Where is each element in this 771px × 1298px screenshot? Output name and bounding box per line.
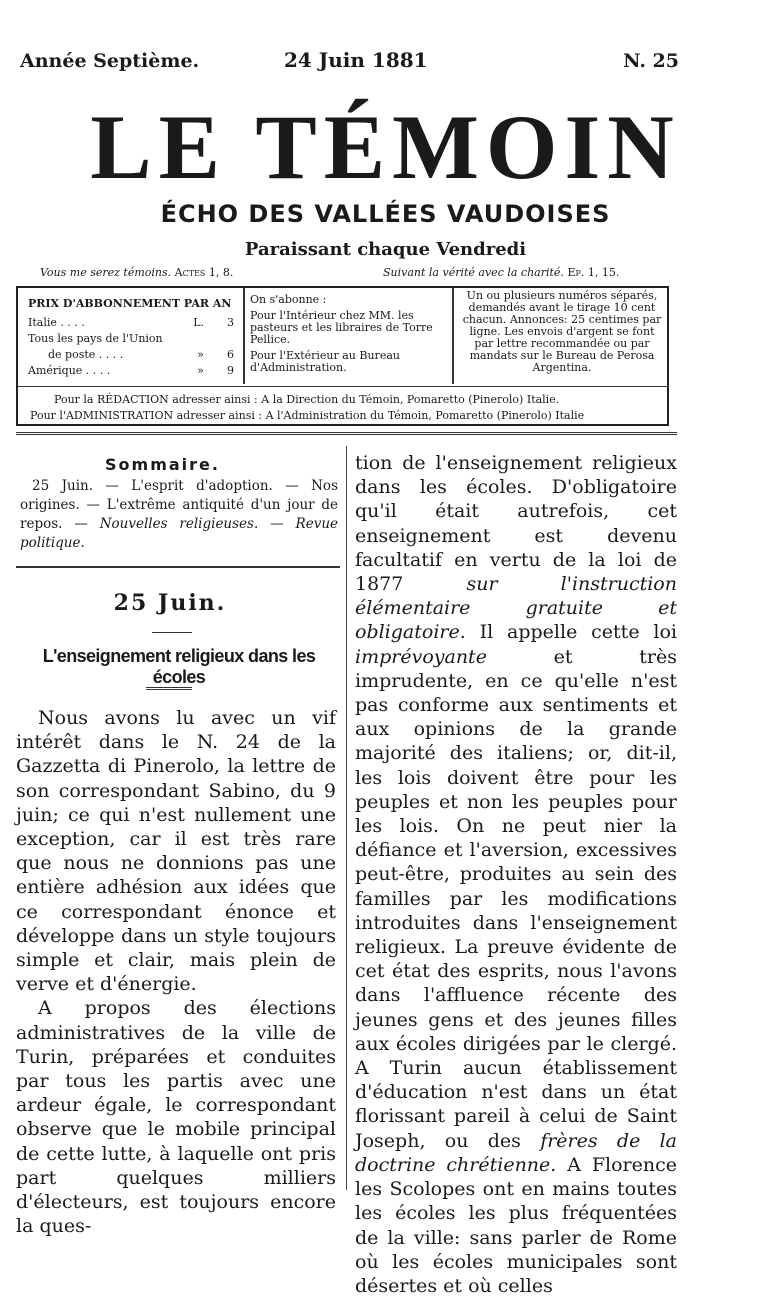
price-prefix: » <box>197 364 204 377</box>
price-label: Amérique . . . . <box>28 364 111 377</box>
advertising-info: Un ou plusieurs numéros séparés, demandés avant le tirage 10 cent chacun. Annonces: 25 centimes par ligne. Les envois d'argent se font par lettre recommandée ou par mandats sur le Bureau de Perosa Argentina. <box>462 289 662 374</box>
subscription-exterior: Pour l'Extérieur au Bureau d'Administration. <box>250 349 400 374</box>
year-label: Année Septième. <box>20 50 200 72</box>
sommaire-title: Sommaire. <box>105 455 220 474</box>
article-text: tion de l'enseignement religieux dans les écoles. D'obligatoire qu'il était autrefois, cet enseignement est devenu facultatif en vertu de la loi de 1877 <box>355 452 677 596</box>
address-administration: Pour l'ADMINISTRATION adresser ainsi : A l'Administration du Témoin, Pomaretto (Pinerolo) Italie <box>30 409 585 422</box>
box-divider-right <box>452 288 454 384</box>
motto-left <box>40 266 233 279</box>
masthead-subtitle: ÉCHO DES VALLÉES VAUDOISES <box>160 200 611 228</box>
subscription-interior: Pour l'Intérieur chez MM. les pasteurs et les libraires de Torre Pellice. <box>250 309 433 346</box>
issue-number: N. 25 <box>623 50 679 72</box>
sommaire-rule <box>16 566 340 568</box>
emphasis-text: imprévoyante <box>355 645 487 668</box>
price-label: de poste . . . . <box>48 348 124 361</box>
price-row <box>28 316 234 329</box>
motto-left-ref: Actes 1, 8. <box>174 266 234 279</box>
issue-date: 24 Juin 1881 <box>284 48 428 72</box>
decorative-rule <box>146 687 192 690</box>
periodicity: Paraissant chaque Vendredi <box>244 239 527 260</box>
price-title: PRIX D'ABBONNEMENT PAR AN <box>28 297 232 310</box>
price-prefix: » <box>197 348 204 361</box>
subscription-info <box>250 294 446 374</box>
header-rule <box>16 432 677 435</box>
price-row <box>28 332 234 345</box>
short-rule <box>152 632 192 633</box>
masthead-title: LE TÉMOIN <box>90 96 681 198</box>
price-row <box>28 364 234 377</box>
article-paragraph: A propos des élections administratives de la ville de Turin, préparées et conduites par tous les partis avec une ardeur égale, le correspondant observe que le mobile principal de cette lutte, à laquelle ont pris part quelques milliers d'électeurs, est toujours encore la ques- <box>16 997 336 1238</box>
article-text: et très imprudente, en ce qu'elle n'est pas conforme aux sentiments et aux opinions de la grande majorité des italiens; or, dit-il, les lois doivent être pour les peuples et non les peuples pour les lois. On ne peut nier la défiance et l'aversion, excessives peut-être, produites au sein des familles par les modifications introduites dans l'enseignement religieux. La preuve évidente de cet état des esprits, nous l'avons dans l'affluence récente des jeunes gens et des jeunes filles aux écoles dirigées par le clergé. A Turin aucun établissement d'éducation n'est dans un état florissant pareil à celui de Saint Joseph, ou des <box>355 645 677 1152</box>
box-divider-horizontal <box>18 386 667 387</box>
article-paragraph <box>355 451 677 1298</box>
motto-right-text: Suivant la vérité avec la charité. <box>383 266 564 279</box>
box-divider-left <box>243 288 245 384</box>
article-column-right <box>355 451 677 1298</box>
article-date-heading: 25 Juin. <box>113 590 227 616</box>
article-title: L'enseignement religieux dans les écoles <box>42 646 316 687</box>
sommaire-text <box>20 477 338 553</box>
order-name: frères de la doctrine chrétienne. <box>355 1129 678 1176</box>
motto-right <box>383 266 619 279</box>
column-divider <box>346 446 347 1190</box>
motto-right-ref: Ep. 1, 15. <box>567 266 620 279</box>
article-text: A Florence les Scolopes ont en mains toutes les écoles les plus fréquentées de la ville: sans parler de Rome où les écoles municipales sont désertes et où celles <box>355 1153 677 1297</box>
price-prefix: L. <box>193 316 204 329</box>
address-redaction: Pour la RÉDACTION adresser ainsi : A la Direction du Témoin, Pomaretto (Pinerolo) Italie. <box>54 393 560 406</box>
subscription-heading: On s'abonne : <box>250 293 327 306</box>
sommaire-plain: 25 Juin. — L'esprit d'adoption. — Nos origines. — L'extrême antiquité d'un jour de repos. — <box>20 478 338 532</box>
price-value: 9 <box>227 364 234 377</box>
article-column-left <box>16 706 336 1238</box>
article-paragraph: Nous avons lu avec un vif intérêt dans le N. 24 de la Gazzetta di Pinerolo, la lettre de son correspondant Sabino, du 9 juin; ce qui n'est nullement une exception, car il est très rare que nous ne donnions pas une entière adhésion aux idées que ce correspondant énonce et développe dans un style toujours simple et clair, mais plein de verve et d'énergie. <box>16 707 336 996</box>
price-row <box>28 348 234 361</box>
law-title: sur l'instruction élémentaire gratuite et obligatoire. <box>355 573 677 644</box>
sommaire-italic: Nouvelles religieuses. — Revue politique. <box>20 516 338 551</box>
price-label: Tous les pays de l'Union <box>28 332 163 345</box>
motto-left-text: Vous me serez témoins. <box>40 266 172 279</box>
price-value: 3 <box>227 316 234 329</box>
article-text: Il appelle cette loi <box>479 621 677 644</box>
price-value: 6 <box>227 348 234 361</box>
price-label: Italie . . . . <box>28 316 85 329</box>
